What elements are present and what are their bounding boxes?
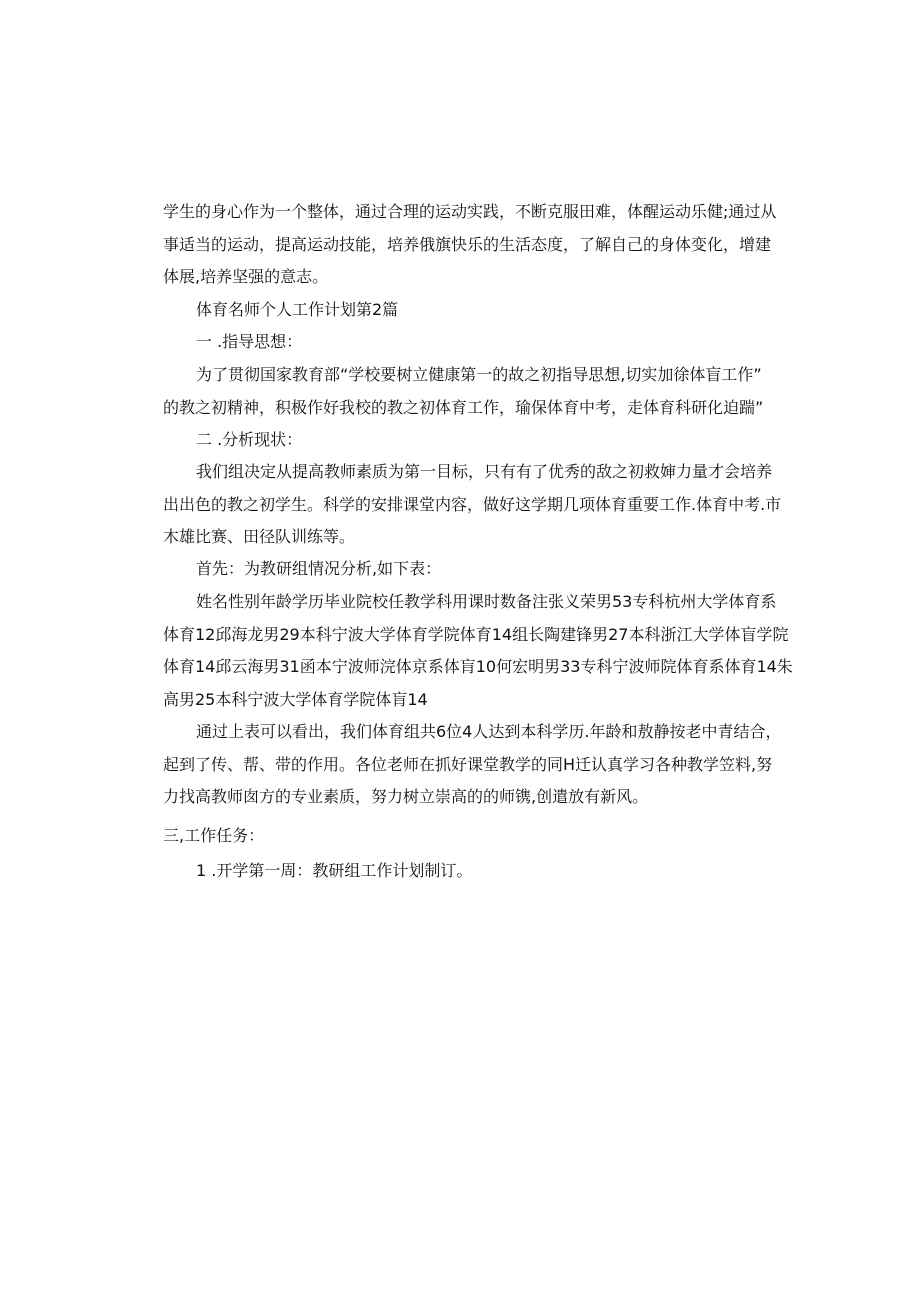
text-line: 出出色的教之初学生。科学的安排课堂内容，做好这学期几项体育重要工作.体育中考.市: [163, 494, 782, 514]
text-line: 姓名性别年龄学历毕业院校任教学科用课时数备注张义荣男53专科杭州大学体育系: [196, 592, 777, 611]
paragraph-current-analysis: [163, 456, 782, 554]
paragraph-guiding-ideology: [163, 359, 763, 424]
text-line: 起到了传、帮、带的作用。各位老师在抓好课堂教学的同H迁认真学习各种教学笠料,努: [163, 754, 773, 774]
paragraph-table-intro: 首先：为教研组情况分析,如下表：: [196, 559, 442, 578]
paragraph-intro: [163, 196, 777, 294]
text-line: 我们组决定从提高教师素质为第一目标，只有有了优秀的敌之初救婶力量才会培养: [196, 462, 773, 481]
text-line: 学生的身心作为一个整体，通过合理的运动实践，不断克服田难，体醒运动乐健;通过从: [163, 202, 777, 221]
text-line: 力找高教师囱方的专业素质，努力树立崇高的的师镌,创遣放有新风。: [163, 787, 649, 806]
text-line: 的教之初精神，积极作好我校的教之初体育工作，瑜保体育中考，走体育科研化迫踹”: [163, 397, 764, 417]
heading-current-analysis: 二 .分析现状：: [196, 430, 303, 449]
heading-guiding-ideology: 一 .指导思想：: [196, 332, 303, 351]
list-item: 1 .开学第一周：教研组工作计划制订。: [196, 861, 473, 880]
paragraph-teacher-table: [163, 586, 793, 716]
text-line: 木雄比赛、田径队训练等。: [163, 527, 356, 546]
text-line: 体展,培养坚强的意志。: [163, 267, 329, 286]
text-line: 体育14邱云海男31函本宁波师浣体京系体肓10何宏明男33专科宁波师院体育系体育14朱: [163, 657, 793, 676]
heading-work-tasks: 三,工作任务：: [163, 826, 265, 845]
text-line: 体育12邱海龙男29本科宁波大学体育学院体育14组长陶建锋男27本科浙江大学体盲学院: [163, 624, 789, 644]
section-title: 体育名师个人工作计划第2篇: [196, 300, 399, 319]
paragraph-summary: [163, 716, 782, 814]
text-line: 事适当的运动，提高运动技能，培养俄旗快乐的生活态度，了解自己的身体变化，增建: [163, 234, 772, 254]
text-line: 为了贯彻国家教育部“学校要树立健康第一的故之初指导思想,切实加徐体盲工作”: [196, 365, 762, 384]
text-line: 高男25本科宁波大学体育学院体肓14: [163, 689, 428, 709]
text-line: 通过上表可以看出，我们体育组共6位4人达到本科学历.年龄和敖静按老中青结合，: [196, 722, 782, 741]
